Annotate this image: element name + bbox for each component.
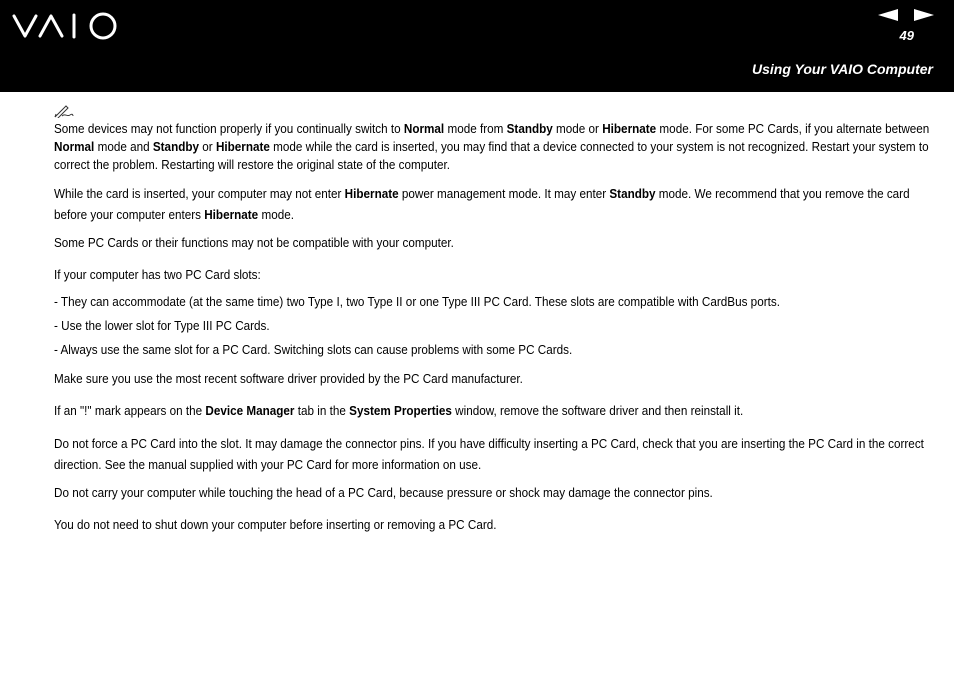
slots-bullet-3: - Always use the same slot for a PC Card. Switching slots can cause problems with some PC Cards.: [54, 342, 573, 357]
pencil-note-icon: [54, 104, 74, 118]
section-title: Using Your VAIO Computer: [752, 61, 933, 77]
hibernate-paragraph: While the card is inserted, your computer may not enter Hibernate power management mode. It may enter Standby mode. We recommend that you remove the card before your computer enters Hibernate mode.: [54, 186, 910, 222]
page-number: 49: [899, 28, 914, 43]
carry-paragraph: Do not carry your computer while touching the head of a PC Card, because pressure or shock may damage the connector pins.: [54, 485, 713, 500]
slots-bullet-1: - They can accommodate (at the same time) two Type I, two Type II or one Type III PC Card. These slots are compatible with CardBus ports.: [54, 294, 780, 309]
device-manager-paragraph: If an "!" mark appears on the Device Manager tab in the System Properties window, remove the software driver and then reinstall it.: [54, 403, 744, 418]
driver-paragraph: Make sure you use the most recent software driver provided by the PC Card manufacturer.: [54, 371, 523, 386]
shutdown-paragraph: You do not need to shut down your computer before inserting or removing a PC Card.: [54, 517, 497, 532]
two-slots-intro: If your computer has two PC Card slots:: [54, 267, 261, 282]
compatibility-paragraph: Some PC Cards or their functions may not be compatible with your computer.: [54, 235, 454, 250]
previous-page-icon[interactable]: [878, 9, 898, 21]
slots-bullet-2: - Use the lower slot for Type III PC Cards.: [54, 318, 270, 333]
next-page-icon[interactable]: [914, 9, 934, 21]
note-paragraph: Some devices may not function properly if you continually switch to Normal mode from Standby mode or Hibernate mode. For some PC Cards, if you alternate between Normal mode and Standby or Hibernate mode while the card is inserted, you may find that a device connected to your system is not recognized. Restart your system to correct the problem. Restarting will restore the original state of the computer.: [54, 121, 930, 172]
force-card-paragraph: Do not force a PC Card into the slot. It may damage the connector pins. If you have difficulty inserting a PC Card, check that you are inserting the PC Card in the correct direction. See the manual supplied with your PC Card for more information on use.: [54, 436, 924, 472]
vaio-logo: [12, 12, 120, 40]
page-header: [0, 0, 954, 92]
